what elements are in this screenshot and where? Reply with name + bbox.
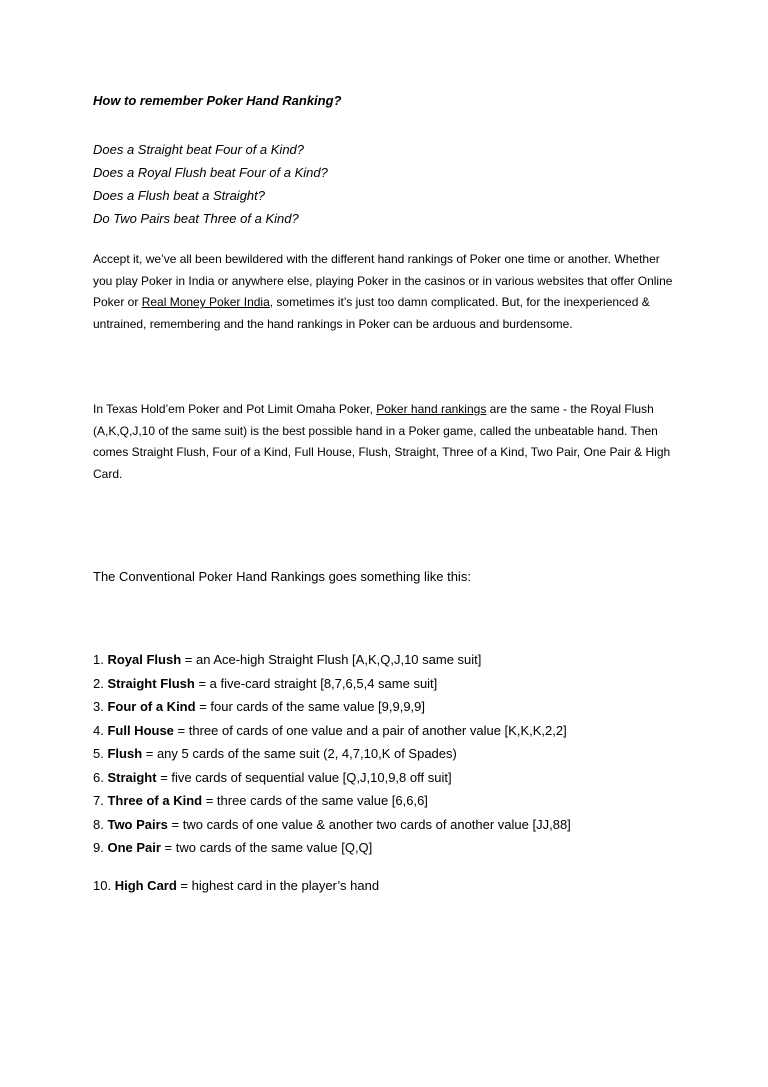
ranking-desc: = highest card in the player’s hand [176,878,380,893]
question-list [93,138,328,230]
ranking-desc: = three cards of the same value [6,6,6] [202,793,428,808]
paragraph-text: In Texas Hold’em Poker and Pot Limit Omaha Poker, [93,402,377,416]
ranking-item [93,836,571,860]
question-item: Does a Straight beat Four of a Kind? [93,142,305,157]
ranking-name: Flush [107,746,143,761]
ranking-item [93,789,571,813]
ranking-number: 9. [93,840,108,855]
poker-hand-rankings-link[interactable]: Poker hand rankings [376,402,487,416]
ranking-item [93,695,571,719]
ranking-name: High Card [114,878,177,893]
paragraph-text: , sometimes it’s just too damn complicated. But, for the inexperienced & untrained, remembering and the hand rankings in Poker can be arduous and burdensome. [93,295,650,331]
rankings-heading: The Conventional Poker Hand Rankings goes something like this: [93,569,471,584]
ranking-desc: = two cards of one value & another two cards of another value [JJ,88] [167,816,571,832]
ranking-item [93,766,571,790]
ranking-number: 4. [93,722,108,738]
ranking-item [93,813,571,837]
ranking-desc: = two cards of the same value [Q,Q] [160,840,373,855]
ranking-desc: = any 5 cards of the same suit (2, 4,7,10,K of Spades) [142,746,457,761]
question-item: Does a Royal Flush beat Four of a Kind? [93,165,328,180]
real-money-poker-link[interactable]: Real Money Poker India [141,295,270,309]
ranking-item [93,719,571,743]
ranking-desc: = five cards of sequential value [Q,J,10,9,8 off suit] [156,769,452,785]
ranking-name: Royal Flush [107,652,182,667]
ranking-number: 10. [93,878,115,893]
ranking-name: Full House [107,722,174,738]
ranking-desc: = four cards of the same value [9,9,9,9] [195,699,426,714]
ranking-name: Straight [107,769,157,785]
ranking-number: 1. [93,652,108,667]
ranking-desc: = three of cards of one value and a pair of another value [K,K,K,2,2] [173,722,567,738]
page-title: How to remember Poker Hand Ranking? [93,93,342,108]
ranking-number: 2. [93,675,108,691]
paragraph-text: Accept it, we’ve all been bewildered with the different hand rankings of Poker one time or another. Whether you play Poker in India or anywhere else, playing Poker in the casinos or in various websites that offer Online Poker or [93,252,673,309]
ranking-number: 5. [93,746,108,761]
ranking-desc: = an Ace-high Straight Flush [A,K,Q,J,10 same suit] [181,652,482,667]
ranking-desc: = a five-card straight [8,7,6,5,4 same suit] [194,675,438,691]
ranking-name: Two Pairs [107,816,168,832]
intro-paragraph [93,249,673,335]
ranking-number: 3. [93,699,108,714]
paragraph-text: are the same - the Royal Flush (A,K,Q,J,10 of the same suit) is the best possible hand in a Poker game, called the unbeatable hand. Then comes Straight Flush, Four of a Kind, Full House, Flush, Straight, Three of a Kind, Two Pair, One Pair & High Card. [93,402,671,481]
hand-rankings-list [93,648,571,860]
rankings-paragraph [93,399,673,485]
ranking-number: 7. [93,793,108,808]
ranking-item [93,742,571,766]
ranking-item [93,648,571,672]
ranking-name: Straight Flush [107,675,195,691]
question-item: Do Two Pairs beat Three of a Kind? [93,211,299,226]
ranking-item [93,672,571,696]
ranking-name: One Pair [107,840,161,855]
ranking-item-high-card [93,874,379,897]
ranking-name: Three of a Kind [107,793,203,808]
ranking-number: 8. [93,816,108,832]
ranking-number: 6. [93,769,108,785]
ranking-name: Four of a Kind [107,699,196,714]
question-item: Does a Flush beat a Straight? [93,188,265,203]
